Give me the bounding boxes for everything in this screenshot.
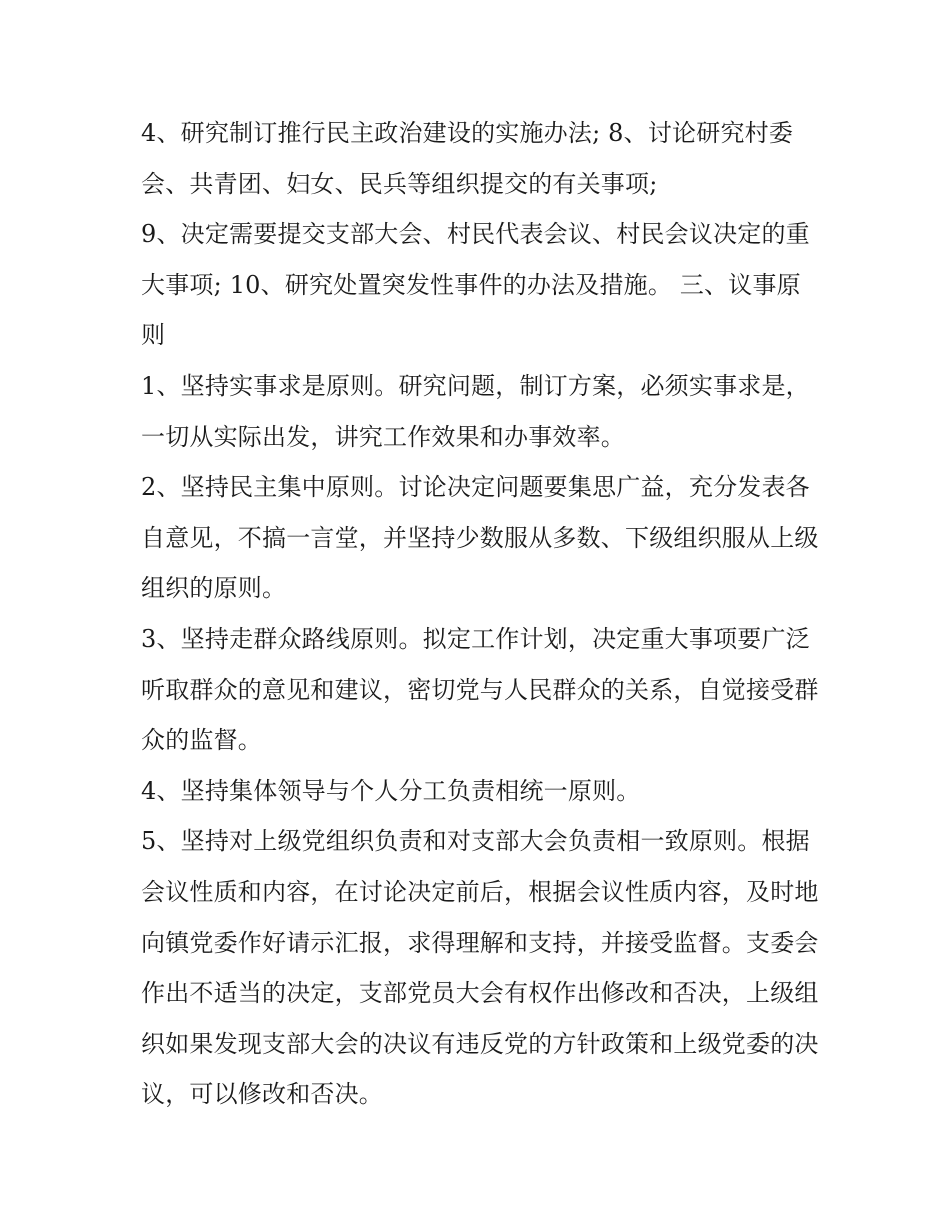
paragraph-principle-5: 5、坚持对上级党组织负责和对支部大会负责相一致原则。根据会议性质和内容，在讨论决定前后，根据会议性质内容，及时地向镇党委作好请示汇报，求得理解和支持，并接受监督。支委会作出不适当的决定，支部党员大会有权作出修改和否决，上级组织如果发现支部大会的决议有违反党的方针政策和上级党委的决议，可以修改和否决。	[141, 827, 819, 1109]
paragraph-principle-2: 2、坚持民主集中原则。讨论决定问题要集思广益，充分发表各自意见，不搞一言堂，并坚持少数服从多数、下级组织服从上级组织的原则。	[141, 473, 819, 603]
paragraph-duties-4-8: 4、研究制订推行民主政治建设的实施办法; 8、讨论研究村委会、共青团、妇女、民兵等组织提交的有关事项;	[141, 119, 794, 198]
paragraph-principle-1: 1、坚持实事求是原则。研究问题，制订方案，必须实事求是，一切从实际出发，讲究工作效果和办事效率。	[141, 371, 810, 451]
paragraph-principle-3: 3、坚持走群众路线原则。拟定工作计划，决定重大事项要广泛听取群众的意见和建议，密切党与人民群众的关系，自觉接受群众的监督。	[141, 624, 819, 755]
paragraph-principle-4: 4、坚持集体领导与个人分工负责相统一原则。	[141, 776, 641, 805]
paragraph-duties-9-10: 9、决定需要提交支部大会、村民代表会议、村民会议决定的重大事项; 10、研究处置突发性事件的办法及措施。 三、议事原则	[141, 220, 810, 350]
document-body	[141, 108, 821, 1120]
